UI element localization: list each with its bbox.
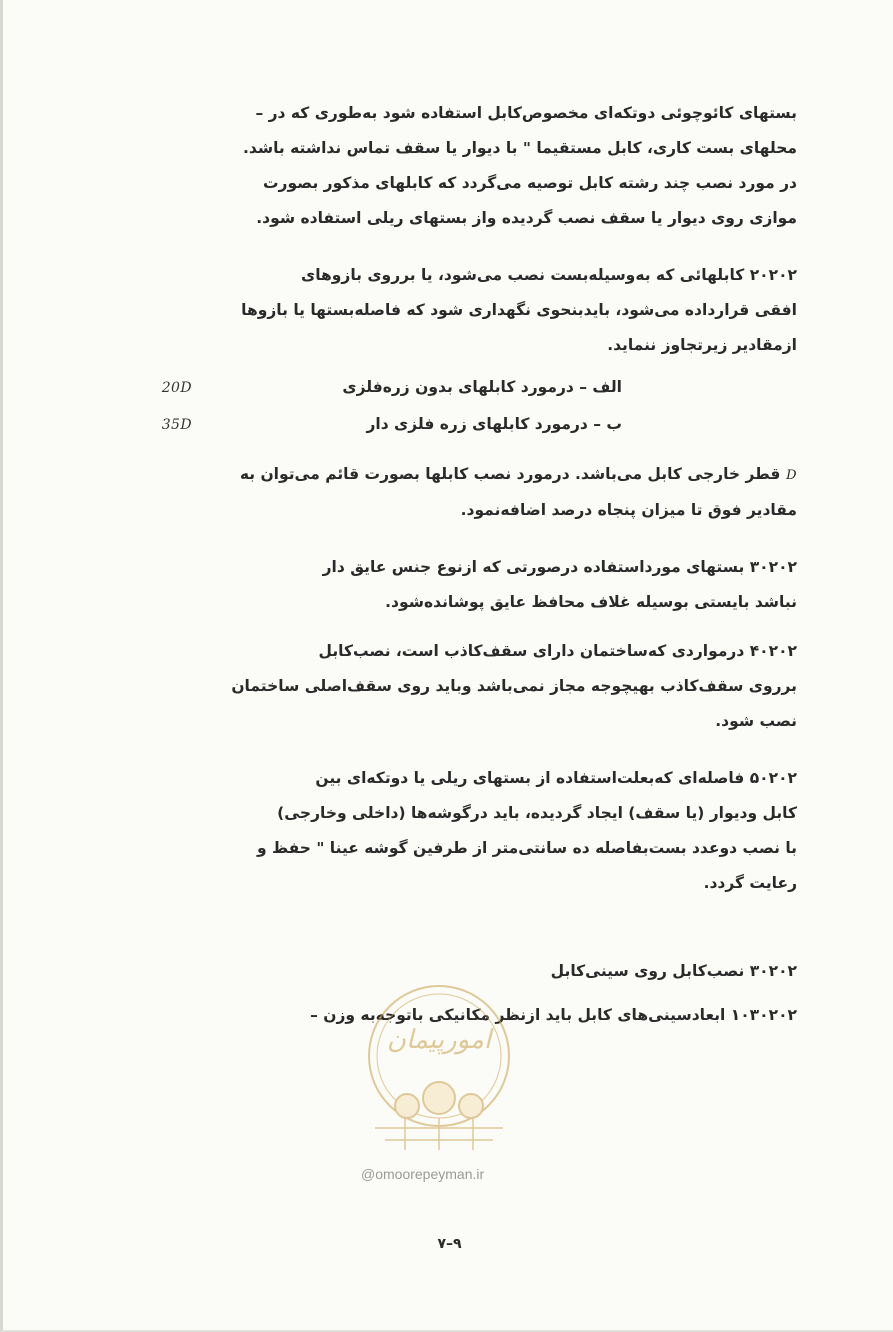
- paragraph-false-ceiling: [43, 634, 797, 739]
- paragraph-corner-spacing: [43, 761, 797, 901]
- page-number: ۹–۷: [437, 1236, 462, 1252]
- text-span: قطر خارجی کابل می‌باشد. درمورد نصب کابلها بصورت قائم می‌توان به: [239, 465, 787, 483]
- list-item-value: 35D: [161, 417, 192, 433]
- text-line: نباشد بایستی بوسیله غلاف محافظ عایق پوشانده‌شود.: [385, 593, 797, 611]
- watermark-logo-text: امورپیمان: [386, 1025, 492, 1055]
- list-item-text: ب – درمورد کابلهای زره فلزی دار: [366, 415, 622, 433]
- text-line: با نصب دوعدد بست‌بفاصله ده سانتی‌متر از طرفین گوشه عینا " حفظ و: [256, 839, 797, 857]
- list-item-text: الف – درمورد کابلهای بدون زره‌فلزی: [342, 378, 622, 396]
- text-line: [43, 457, 797, 493]
- list-item-value: 20D: [161, 380, 192, 396]
- gear-icon: [423, 1082, 455, 1114]
- text-line: ۱۰۳۰۲۰۲ ابعادسینی‌های کابل باید ازنظر مکانیکی باتوجه‌به وزن –: [310, 1006, 797, 1024]
- gear-icon: [459, 1094, 483, 1118]
- text-line: نصب شود.: [715, 712, 797, 730]
- paragraph-clamp-spacing: [43, 258, 797, 363]
- paragraph-cable-clamps: [43, 96, 797, 236]
- text-line: ازمقادیر زیرتجاوز ننماید.: [607, 336, 797, 354]
- paragraph-insulation: [43, 550, 797, 620]
- gear-icon: [395, 1094, 419, 1118]
- text-line: بستهای کائوچوئی دوتکه‌ای مخصوص‌کابل استفاده شود به‌طوری که در –: [255, 104, 797, 122]
- grid-icon: [375, 1118, 503, 1150]
- diameter-symbol: D: [786, 468, 797, 483]
- text-line: رعایت گردد.: [703, 874, 797, 892]
- watermark-site: @omoorepeyman.ir: [361, 1166, 485, 1182]
- text-line: موازی روی دیوار یا سقف نصب گردیده واز بستهای ریلی استفاده شود.: [256, 209, 797, 227]
- watermark-logo: [355, 978, 523, 1158]
- text-line: محلهای بست کاری، کابل مستقیما " با دیوار یا سقف تماس نداشته باشد.: [243, 139, 797, 157]
- list-item: [43, 406, 797, 443]
- paragraph-diameter: [43, 457, 797, 528]
- text-line: ۲۰۲۰۲ کابلهائی که به‌وسیله‌بست نصب می‌شود، یا برروی بازوهای: [300, 266, 797, 284]
- list-item: [43, 369, 797, 406]
- text-line: در مورد نصب چند رشته کابل توصیه می‌گردد که کابلهای مذکور بصورت: [262, 174, 797, 192]
- text-line: کابل ودیوار (یا سقف) ایجاد گردیده، باید درگوشه‌ها (داخلی وخارجی): [277, 804, 797, 822]
- text-line: ۳۰۲۰۲ بستهای مورداستفاده درصورتی که ازنوع جنس عایق دار: [322, 558, 797, 576]
- text-line: ۵۰۲۰۲ فاصله‌ای که‌بعلت‌استفاده از بستهای ریلی یا دوتکه‌ای بین: [315, 769, 797, 787]
- section-heading: ۳۰۲۰۲ نصب‌کابل روی سینی‌کابل: [550, 962, 797, 980]
- document-body: [43, 96, 797, 1033]
- text-line: مقادیر فوق تا میزان پنجاه درصد اضافه‌نمود.: [460, 501, 797, 519]
- text-line: برروی سقف‌کاذب بهیچوجه مجاز نمی‌باشد وباید روی سقف‌اصلی ساختمان: [231, 677, 797, 695]
- text-line: ۴۰۲۰۲ درمواردی که‌ساختمان دارای سقف‌کاذب است، نصب‌کابل: [318, 642, 797, 660]
- text-line: افقی قرارداده می‌شود، بایدبنحوی نگهداری شود که فاصله‌بستها یا بازوها: [241, 301, 797, 319]
